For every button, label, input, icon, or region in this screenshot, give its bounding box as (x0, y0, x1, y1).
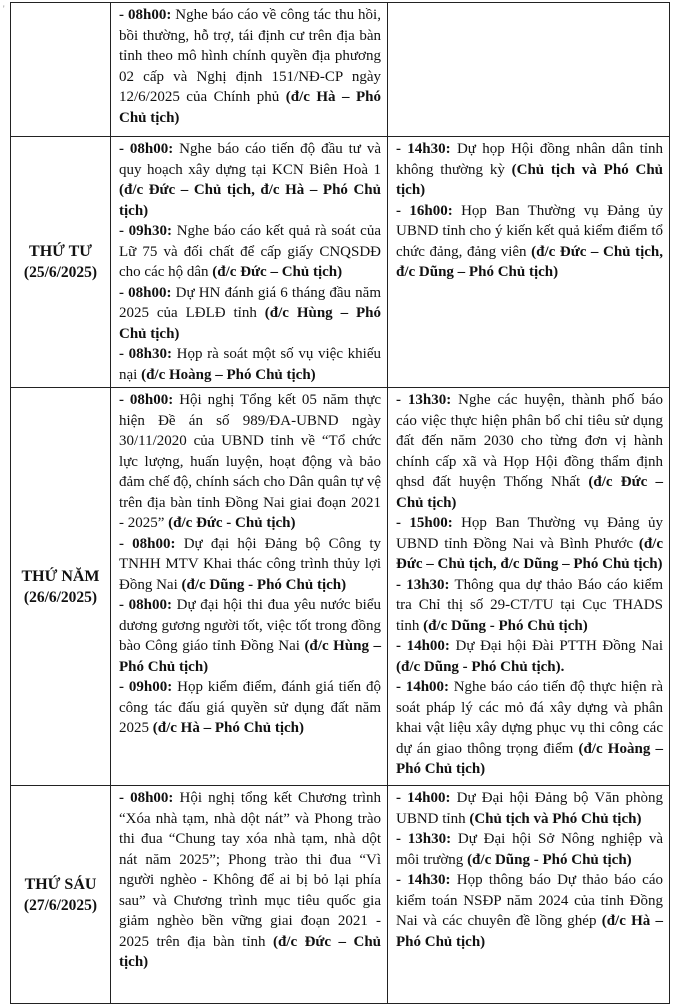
item-time: - 14h00: (396, 638, 450, 654)
afternoon-cell (388, 786, 670, 1004)
item-time: - 14h00: (396, 679, 450, 695)
schedule-item (396, 201, 663, 283)
item-text: Thông qua dự thảo Báo cáo kiểm tra Chỉ thị số 29-CT/TU tại Cục THADS tỉnh (396, 576, 663, 634)
afternoon-cell (388, 3, 670, 137)
schedule-item (119, 595, 381, 677)
item-time: - 14h00: (396, 790, 451, 806)
schedule-item (396, 513, 663, 575)
schedule-item (119, 788, 381, 973)
item-attendees: (đ/c Hoàng – Phó Chủ tịch) (396, 740, 663, 777)
item-text: Họp Ban Thường vụ Đảng ủy UBND tỉnh cho ý kiến kết quả kiểm điểm tổ chức đảng, đảng viên (396, 202, 663, 260)
day-date: (25/6/2025) (23, 264, 98, 281)
item-text: Dự đại hội Đảng bộ Công ty TNHH MTV Khai thác công trình thủy lợi Đồng Nai (119, 535, 381, 593)
schedule-row (11, 786, 670, 1004)
day-date: (26/6/2025) (23, 588, 98, 606)
day-name: THỨ TƯ (29, 243, 92, 260)
item-attendees: (đ/c Đức – Chủ tịch, đ/c Hà – Phó Chủ tịch) (119, 182, 381, 219)
schedule-item (396, 677, 663, 780)
item-attendees: (đ/c Hùng – Phó Chủ tịch) (119, 638, 381, 675)
item-time: - 08h00: (119, 535, 176, 552)
item-text: Nghe báo cáo tiến độ thực hiện rà soát pháp lý các mỏ đá xây dựng và phân khai vật liệu xây dựng phục vụ thi công các dự án giao thông trọng điểm (396, 679, 663, 757)
item-time: - 08h30: (119, 346, 173, 362)
schedule-item (119, 534, 381, 596)
schedule-item (396, 390, 663, 513)
item-time: - 14h30: (396, 872, 451, 888)
item-time: - 09h00: (119, 679, 173, 695)
item-text: Họp kiểm điểm, đánh giá tiến độ công tác đấu giá quyền sử dụng đất năm 2025 (119, 679, 381, 736)
item-attendees: (đ/c Hà – Phó Chủ tịch) (152, 720, 305, 736)
schedule-item (396, 575, 663, 637)
item-attendees: (đ/c Đức - Chủ tịch) (168, 515, 296, 531)
item-time: - 08h00: (119, 141, 174, 157)
item-attendees: (đ/c Đức – Chủ tịch) (119, 933, 382, 970)
item-time: - 13h30: (396, 392, 452, 408)
morning-cell (111, 3, 388, 137)
item-attendees: (đ/c Đức – Chủ tịch) (396, 474, 663, 511)
item-time: - 09h30: (119, 223, 173, 239)
item-text: Họp rà soát một số vụ việc khiếu nại (119, 346, 381, 383)
item-time: - 13h30: (396, 831, 452, 847)
item-time: - 16h00: (396, 202, 453, 219)
item-attendees: (đ/c Dũng - Phó Chủ tịch) (423, 617, 588, 634)
item-text: Họp Ban Thường vụ Đảng ủy UBND tỉnh Đồng Nai và Bình Phước (396, 515, 663, 552)
item-time: - 08h00: (119, 392, 174, 408)
corner-mark: ' (3, 4, 5, 14)
item-attendees: (đ/c Hà – Phó Chủ tịch) (396, 913, 663, 950)
afternoon-cell (388, 137, 670, 388)
item-time: - 08h00: (119, 7, 172, 23)
item-attendees: (đ/c Dũng - Phó Chủ tịch) (181, 576, 347, 593)
item-text: Hội nghị tổng kết Chương trình “Xóa nhà tạm, nhà dột nát” và Phong trào thi đua “Chung tay xóa nhà tạm, nhà dột nát năm 2025”; Phong trào thi đua “Vì người nghèo - Không để ai bị bỏ lại phía sau” và Chương trình mục tiêu quốc gia giảm nghèo bền vững giai đoạn 2021 - 2025 trên địa bàn tỉnh (119, 790, 381, 950)
item-text: Dự đại hội thi đua yêu nước biểu dương gương người tốt, việc tốt trong đồng bào Công giáo tỉnh Đồng Nai (119, 597, 381, 654)
day-cell (11, 388, 111, 786)
day-cell (11, 137, 111, 388)
item-time: - 08h00: (119, 597, 172, 613)
schedule-row (11, 137, 670, 388)
schedule-item (396, 788, 663, 829)
item-text: Dự họp Hội đồng nhân dân tỉnh không thường kỳ (396, 141, 663, 178)
item-text: Hội nghị Tổng kết 05 năm thực hiện Đề án số 989/ĐA-UBND ngày 30/11/2020 của UBND tỉnh về “Tổ chức lực lượng, huấn luyện, hoạt động và bảo đảm chế độ, chính sách cho Dân quân tự vệ trên địa bàn tỉnh Đồng Nai giai đoạn 2021 - 2025” (119, 392, 381, 531)
schedule-item (119, 344, 381, 385)
item-time: - 13h30: (396, 576, 450, 593)
item-attendees: (đ/c Đức – Chủ tịch) (212, 264, 343, 280)
day-date: (27/6/2025) (23, 896, 98, 914)
morning-cell (111, 786, 388, 1004)
item-text: Dự Đại hội Sở Nông nghiệp và môi trường (396, 831, 663, 868)
schedule-item (396, 829, 663, 870)
schedule-item (119, 677, 381, 739)
item-text: Nghe báo cáo về công tác thu hồi, bồi thường, hỗ trợ, tái định cư trên địa bàn tỉnh theo mô hình chính quyền địa phương 02 cấp và Nghị định 151/NĐ-CP ngày 12/6/2025 của Chính phủ (119, 7, 381, 105)
item-text: Dự Đại hội Đài PTTH Đồng Nai (449, 638, 664, 654)
item-attendees: (Chủ tịch và Phó Chủ tịch) (396, 161, 664, 198)
schedule-item (119, 283, 381, 345)
afternoon-cell (388, 388, 670, 786)
day-cell (11, 786, 111, 1004)
morning-cell (111, 388, 388, 786)
item-time: - 08h00: (119, 284, 172, 301)
schedule-item (119, 221, 381, 283)
item-attendees: (đ/c Đức – Chủ tịch, đ/c Dũng – Phó Chủ tịch) (396, 243, 663, 280)
schedule-table (10, 2, 670, 1004)
item-text: Nghe báo cáo kết quả rà soát của Lữ 75 và đối chất để cấp giấy CNQSDĐ cho các hộ dân (119, 223, 381, 280)
schedule-row (11, 3, 670, 137)
day-name: THỨ NĂM (21, 567, 100, 585)
schedule-item (119, 139, 381, 221)
item-time: - 15h00: (396, 515, 453, 531)
item-text: Dự Đại hội Đảng bộ Văn phòng UBND tỉnh (396, 790, 663, 827)
schedule-item (119, 390, 381, 534)
item-attendees: (đ/c Dũng - Phó Chủ tịch) (467, 851, 632, 868)
day-name: THỨ SÁU (24, 875, 97, 893)
item-text: Dự HN đánh giá 6 tháng đầu năm 2025 của LĐLĐ tỉnh (119, 284, 382, 321)
schedule-row (11, 388, 670, 786)
item-attendees: (Chủ tịch và Phó Chủ tịch) (469, 810, 642, 827)
schedule-item (396, 636, 663, 677)
item-attendees: (đ/c Hà – Phó Chủ tịch) (119, 89, 381, 126)
schedule-item (396, 870, 663, 952)
item-time: - 14h30: (396, 141, 451, 157)
day-cell (11, 3, 111, 137)
morning-cell (111, 137, 388, 388)
item-time: - 08h00: (119, 790, 174, 806)
item-text: Nghe các huyện, thành phố báo cáo việc thực hiện phân bổ chỉ tiêu sử dụng đất đến năm 2030 cho từng đơn vị hành chính cấp xã và Họp Hội đồng thẩm định qhsd đất huyện Thống Nhất (396, 392, 663, 490)
item-attendees: (đ/c Hùng – Phó Chủ tịch) (119, 305, 381, 342)
schedule-item (119, 5, 381, 128)
item-text: Nghe báo cáo tiến độ đầu tư và quy hoạch xây dựng tại KCN Biên Hoà 1 (119, 141, 381, 178)
item-text: Họp thông báo Dự thảo báo cáo kiểm toán NSĐP năm 2024 của tỉnh Đồng Nai và các chuyên đề lồng ghép (396, 872, 663, 929)
schedule-item (396, 139, 663, 201)
item-attendees: (đ/c Hoàng – Phó Chủ tịch) (141, 366, 316, 383)
item-attendees: (đ/c Đức – Chủ tịch, đ/c Dũng – Phó Chủ tịch) (396, 535, 663, 572)
item-attendees: (đ/c Dũng - Phó Chủ tịch). (396, 658, 565, 675)
